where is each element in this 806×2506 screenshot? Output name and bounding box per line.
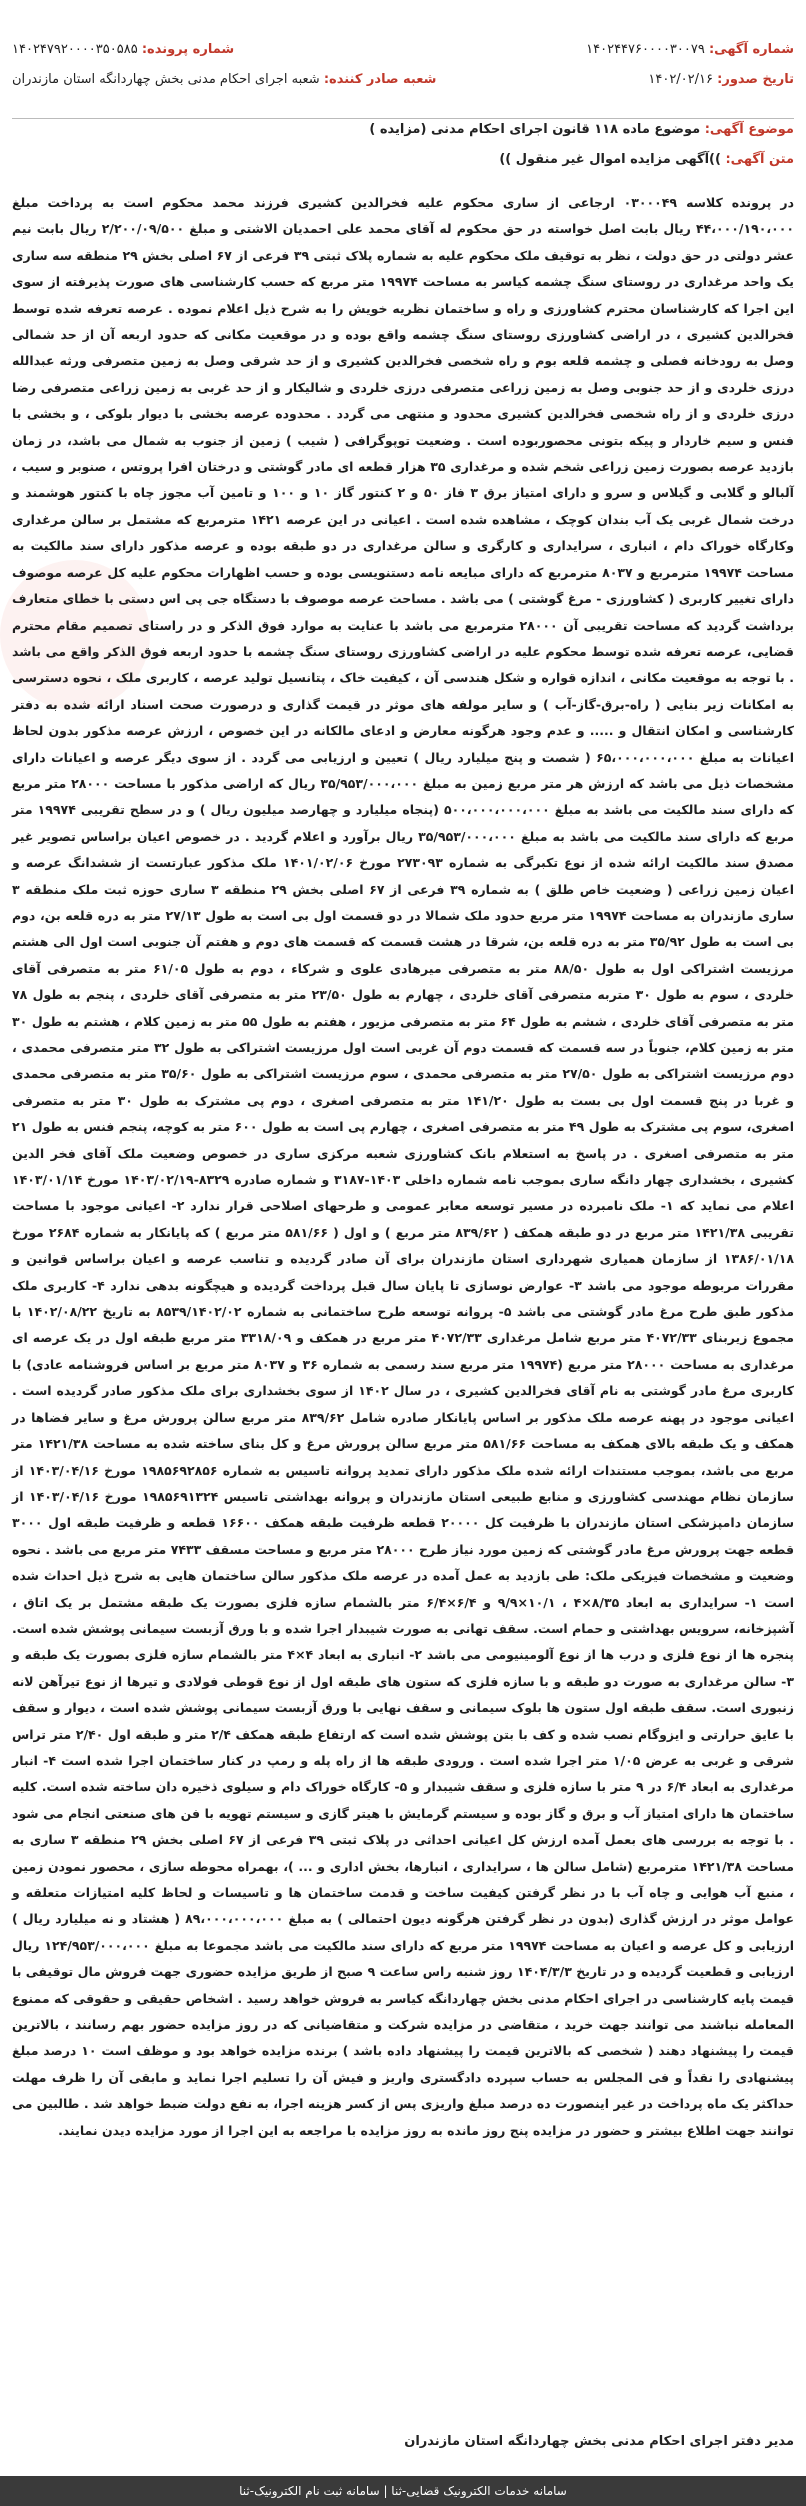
ad-number-row (586, 40, 794, 60)
case-number-label: شماره پرونده: (141, 42, 235, 57)
header-divider (12, 118, 794, 119)
issuer: شعبه اجرای احکام مدنی بخش چهاردانگه استان مازندران (12, 72, 320, 87)
case-number: ۱۴۰۲۴۷۹۲۰۰۰۰۳۵۰۵۸۵ (12, 42, 138, 57)
subject-label: موضوع آگهی: (704, 122, 794, 137)
issue-date-row (648, 70, 794, 90)
subject-value: موضوع ماده ۱۱۸ قانون اجرای احکام مدنی (مزایده ) (369, 122, 701, 137)
issue-date: ۱۴۰۲/۰۲/۱۶ (648, 72, 713, 87)
issue-date-label: تاریخ صدور: (717, 72, 794, 87)
ad-text-label: متن آگهی: (725, 152, 794, 167)
ad-body (12, 190, 794, 2144)
issuer-row (12, 70, 436, 90)
ad-body-paragraph: در پرونده کلاسه ۰۳۰۰۰۴۹ ارجاعی از ساری محکوم علیه فخرالدین کشیری فرزند محمد محکوم است به پرداخت مبلغ ۴۴،۰۰۰/۱۹۰،۰۰۰ ریال بابت اصل خواسته در حق محکوم له آقای محمد علی احمدیان الاشتی و مبلغ ۲/۲۰۰/۰۹/۵۰۰ ریال بابت نیم عشر دولتی در حق دولت ، نظر به توقیف ملک محکوم علیه به شماره پلاک ثبتی ۳۹ فرعی از ۶۷ اصلی بخش ۲۹ منطقه سه ساری یک واحد مرغداری در روستای سنگ چشمه کیاسر به مساحت ۱۹۹۷۴ متر مربع که حسب کارشناسی های صورت پذیرفته از سوی این اجرا که کارشناسان محترم کشاورزی و راه و ساختمان نظریه خویش را به شرح ذیل اعلام نموده . عرصه تعرفه شده توسط فخرالدین کشیری ، در اراضی کشاورزی روستای سنگ چشمه واقع بوده و در موقعیت مکانی که حدود اربعه آن از حد شمالی وصل به رودخانه فصلی و چشمه قلعه بوم و راه شخصی فخرالدین کشیری و از حد شرقی وصل به زمین متصرفی ورثه عبدالله درزی خلردی و از حد جنوبی وصل به زمین زراعی متصرفی درزی خلردی و شالیکار و از حد غربی به زمین زراعی متصرفی رضا درزی خلردی و از راه شخصی فخرالدین کشیری محدود و منتهی می گردد . محدوده عرصه بخشی با دیوار بلوکی ، و بخشی با فنس و سیم خاردار و پیکه بتونی محصوربوده است . وضعیت توپوگرافی ( شیب ) زمین از جنوب به شمال می باشد، در زمان بازدید عرصه بصورت زمین زراعی شخم شده و مرغداری ۳۵ هزار قطعه ای مادر گوشتی و درختان افرا پروتس ، صنوبر و سیب ، آلبالو و گلابی و گیلاس و سرو و دارای امتیاز برق ۳ فاز ۵۰ و ۲ کنتور گاز ۱۰ و ۱۰۰ و تامین آب مجوز چاه با کنتور هوشمند و درخت شمال غربی یک آب بندان کوچک ، مشاهده شده است . اعیانی در این عرصه ۱۴۲۱ مترمربع که مشتمل بر سالن مرغداری وکارگاه خوراک دام ، انباری ، سرایداری و کارگری و سالن مرغداری در دو طبقه بوده و عرصه مذکور دارای سند مالکیت به مساحت ۱۹۹۷۴ مترمربع و ۸۰۳۷ مترمربع که دارای مبایعه نامه دستنویسی بوده و حسب اظهارات محکوم علیه کل عرصه موصوف دارای تغییر کاربری ( کشاورزی - مرغ گوشتی ) می باشد . مساحت عرصه موصوف با دستگاه جی پی اس دستی با خطای متعارف برداشت گردید که مساحت تقریبی آن ۲۸۰۰۰ مترمربع می باشد با عنایت به موارد فوق الذکر و در راستای تصمیم مقام محترم قضایی، عرصه تعرفه شده توسط محکوم علیه در اراضی کشاورزی روستای سنگ چشمه با حدود اربعه فوق الذکر واقع می باشد . با توجه به موقعیت مکانی ، اندازه قواره و شکل هندسی آن ، کیفیت خاک ، پتانسیل تولید عرصه ، کاربری ملک ، نحوه دسترسی به امکانات زیر بنایی ( راه-برق-گاز-آب ) و سایر مولفه های موثر در قیمت گذاری و درصورت صحت اسناد ارائه شده به دفتر کارشناسی و امکان انتقال و ..... و عدم وجود هرگونه معارض و ادعای مالکانه در این خصوص ، ارزش عرصه مذکور بدون لحاظ اعیانات به مبلغ ۶۵،۰۰۰،۰۰۰،۰۰۰ ( شصت و پنج میلیارد ریال ) تعیین و ارزیابی می گردد . از سوی دیگر عرصه و اعیانات دارای مشخصات ذیل می باشد که ارزش هر متر مربع زمین به مبلغ ۳۵/۹۵۳/۰۰۰،۰۰۰ ریال که اراضی مذکور با مساحت ۲۸۰۰۰ متر مربع که دارای سند مالکیت می باشد به مبلغ ۵۰۰،۰۰۰،۰۰۰،۰۰۰ (پنجاه میلیارد و چهارصد میلیون ریال ) و در سطح تقریبی ۱۹۹۷۴ متر مربع که دارای سند مالکیت می باشد به مبلغ ۳۵/۹۵۳/۰۰۰،۰۰۰ ریال برآورد و اعلام گردید . در خصوص اعیان براساس تصویر غیر مصدق سند مالکیت ارائه شده از نوع تکبرگی به شماره ۲۷۳۰۹۳ مورخ ۱۴۰۱/۰۲/۰۶ ملک مذکور عبارتست از ششدانگ عرصه و اعیان زمین زراعی ( وضعیت خاص طلق ) به شماره ۳۹ فرعی از ۶۷ اصلی بخش ۲۹ منطقه ۳ ساری حوزه ثبت ملک منطقه ۳ ساری مازندران به مساحت ۱۹۹۷۴ متر مربع حدود ملک شمالا در دو قسمت اول بی است به طول ۲۷/۱۳ متر به دره قلعه بن، دوم بی است به طول ۳۵/۹۲ متر به دره قلعه بن، شرقا در هشت قسمت که قسمت های دوم و هفتم آن جنوبی است اول الی هشتم مرزیست اشتراکی اول به طول ۸۸/۵۰ متر به متصرفی میرهادی علوی و شرکاء ، دوم به طول ۶۱/۰۵ متر به متصرفی آقای خلردی ، سوم به طول ۳۰ متربه متصرفی آقای خلردی ، چهارم به طول ۲۳/۵۰ متر به متصرفی آقای خلردی ، پنجم به طول ۷۸ متر به متصرفی آقای خلردی ، ششم به طول ۶۴ متر به متصرفی مزیور ، هفتم به طول ۵۵ متر به زمین کلام ، هشتم به طول ۳۰ متر به زمین کلام، جنوباً در سه قسمت که قسمت دوم آن غربی است اول مرزیست اشتراکی به طول ۳۲ متر متصرفی محمدی ، دوم مرزیست اشتراکی به طول ۲۷/۵۰ متر به متصرفی محمدی ، سوم مرزیست اشتراکی به طول ۳۵/۶۰ متر به متصرفی محمدی و غربا در پنج قسمت اول بی بست به طول ۱۴۱/۲۰ متر به متصرفی اصغری ، دوم پی مشترک به طول ۳۰ متر به متصرفی اصغری، سوم پی مشترک به طول ۴۹ متر به متصرفی اصغری ، چهارم پی است به طول ۶۰۰ متر به کوچه، پنجم فنس به طول ۲۱ متر به متصرفی اصغری . در پاسخ به استعلام بانک کشاورزی شعبه مرکزی ساری در خصوص وضعیت ملک آقای فخر الدین کشیری ، بخشداری چهار دانگه ساری بموجب نامه شماره داخلی ۱۴۰۳-۳۱۸۷ و شماره صادره ۸۳۲۹-۱۴۰۳/۰۲/۱۹ مورخ ۱۴۰۳/۰۱/۱۴ اعلام می نماید که ۱- ملک نامبرده در مسیر توسعه معابر عمومی و طرحهای اصلاحی قرار ندارد ۲- اعیانی موجود با مساحت تقریبی ۱۴۲۱/۳۸ متر مربع در دو طبقه همکف ( ۸۳۹/۶۲ متر مربع ) و اول ( ۵۸۱/۶۶ متر مربع ) که پایانکار به شماره ۲۶۸۴ مورخ ۱۳۸۶/۰۱/۱۸ از سازمان همیاری شهرداری استان مازندران برای آن صادر گردیده و تناسب عرصه و اعیان براساس قوانین و مقررات مربوطه موجود می باشد ۳- عوارض نوسازی تا پایان سال قبل پرداخت گردیده و هیچگونه بدهی ندارد ۴- کاربری ملک مذکور طبق طرح مرغ مادر گوشتی می باشد ۵- پروانه توسعه طرح ساختمانی به شماره ۸۵۳۹/۱۴۰۲/۰۲ به تاریخ ۱۴۰۲/۰۸/۲۲ با مجموع زیربنای ۴۰۷۲/۳۳ متر مربع شامل مرغداری ۴۰۷۲/۳۳ متر مربع در همکف و ۳۳۱۸/۰۹ متر مربع طبقه اول در یک عرصه ای مرغداری به مساحت ۲۸۰۰۰ متر مربع (۱۹۹۷۴ متر مربع سند رسمی به شماره ۳۶ و ۸۰۳۷ متر مربع بر اساس فروشنامه عادی) با کاربری مرغ مادر گوشتی به نام آقای فخرالدین کشیری ، در سال ۱۴۰۲ از سوی بخشداری برای ملک مذکور صادر گردیده است . اعیانی موجود در پهنه عرصه ملک مذکور بر اساس پایانکار صادره شامل ۸۳۹/۶۲ متر مربع سالن پرورش مرغ و سایر فضاها در همکف و یک طبقه بالای همکف به مساحت ۵۸۱/۶۶ متر مربع سالن پرورش مرغ و کل بنای ساخته شده به مساحت ۱۴۲۱/۳۸ متر مربع می باشد، بموجب مستندات ارائه شده ملک مذکور دارای تمدید پروانه تاسیس به شماره ۱۹۸۵۶۹۲۸۵۶ مورخ ۱۴۰۳/۰۴/۱۶ از سازمان نظام مهندسی کشاورزی و منابع طبیعی استان مازندران و پروانه بهداشتی تاسیس ۱۹۸۵۶۹۱۳۲۴ مورخ ۱۴۰۳/۰۴/۱۶ از سازمان دامپزشکی استان مازندران با ظرفیت کل ۲۰۰۰۰ قطعه ظرفیت طبقه همکف ۱۶۶۰۰ قطعه و ظرفیت طبقه اول ۳۰۰۰ قطعه جهت پرورش مرغ مادر گوشتی که زمین مورد نیاز طرح ۲۸۰۰۰ متر مربع و مساحت مسقف ۷۴۳۳ متر مربع می باشد . نحوه وضعیت و مشخصات فیزیکی ملک: طی بازدید به عمل آمده در عرصه ملک مذکور سالن ساختمان هایی به شرح ذیل احداث شده است ۱- سرایداری به ابعاد ۸/۳۵×۴ ، ۱۰/۱×۹/۹ و ۶/۴×۶/۴ متر بالشمام سازه فلزی بصورت یک طبقه مشتمل بر یک اتاق ، آشپزخانه، سرویس بهداشتی و حمام است. سقف تهانی به صورت شیبدار اجرا شده و با ورق آزبست سیمانی پوشش شده است. پنجره ها از نوع فلزی و درب ها از نوع آلومینیومی می باشد ۲- انباری به ابعاد ۴×۴ متر بالشمام سازه فلزی بصورت یک طبقه و ۳- سالن مرغداری به صورت دو طبقه و با سازه فلزی که ستون های طبقه اول از نوع قوطی فولادی و تیرها از نوع تیرآهن لانه زنبوری است. سقف طبقه اول ستون ها بلوک سیمانی و سقف نهایی با ورق آزبست سیمانی پوشش شده است ، دیوار و سقف با عایق حرارتی و ایزوگام نصب شده و کف با بتن پوشش شده است که ارتفاع طبقه همکف ۲/۴ متر و طبقه اول ۲/۴۰ متر تراس شرقی و غربی به عرض ۱/۰۵ متر اجرا شده است . ورودی طبقه ها از راه پله و رمپ در کنار ساختمان اجرا شده است ۴- انبار مرغداری به ابعاد ۶/۴ در ۹ متر با سازه فلزی و سقف شیبدار و ۵- کارگاه خوراک دام و سیلوی ذخیره دان ساخته شده است. کلیه ساختمان ها دارای امتیاز آب و برق و گاز بوده و سیستم گرمایش با هیتر گازی و سیستم تهویه با فن های صنعتی انجام می شود . با توجه به بررسی های بعمل آمده ارزش کل اعیانی احداثی در پلاک ثبتی ۳۹ فرعی از ۶۷ اصلی بخش ۲۹ منطقه ۳ ساری به مساحت ۱۴۲۱/۳۸ مترمربع (شامل سالن ها ، سرایداری ، انبارها، بخش اداری و ... )، بهمراه محوطه سازی ، محصور نمودن زمین ، منبع آب هوایی و چاه آب با در نظر گرفتن کیفیت ساخت و قدمت ساختمان ها و تاسیسات و لحاظ کلیه امتیازات متعلقه و عوامل موثر در ارزش گذاری (بدون در نظر گرفتن هرگونه دیون احتمالی ) به مبلغ ۸۹،۰۰۰،۰۰۰،۰۰۰ ( هشتاد و نه میلیارد ریال ) ارزیابی و کل عرصه و اعیان به مساحت ۱۹۹۷۴ متر مربع که دارای سند مالکیت می باشد مجموعا به مبلغ ۱۲۴/۹۵۳/۰۰۰،۰۰۰ ریال ارزیابی و قطعیت گردیده و در تاریخ ۱۴۰۴/۳/۳ روز شنبه راس ساعت ۹ صبح از طریق مزایده حضوری جهت فروش مال توقیفی با قیمت پایه کارشناسی در اجرای احکام مدنی بخش چهاردانگه کیاسر به فروش خواهد رسید . اشخاص حقیقی و حقوقی که ممنوع المعامله نباشند می توانند جهت خرید ، متقاضی در مزایده شرکت و متقاضیانی که در روز مزایده حضور بهم رسانند ، بالاترین قیمت را پیشنهاد دهند ( شخصی که بالاترین قیمت را پیشنهاد داده باشد ) برنده مزایده خواهد بود و موظف است ۱۰ درصد مبلغ پیشنهادی را نقداً و فی المجلس به حساب سپرده دادگستری واریز و فیش آن را تسلیم اجرا نماید و مابقی آن را ظرف مهلت حداکثر یک ماه پرداخت در غیر اینصورت ده درصد مبلغ واریزی پس از کسر هزینه اجرا، به نفع دولت ضبط خواهد شد . طالبین می توانند جهت اطلاع بیشتر و حضور در مزایده پنج روز مانده به روز مزایده با مراجعه به این اجرا از مورد مزایده دیدن نمایند. (12, 195, 795, 2138)
footer-bar (0, 2476, 806, 2506)
ad-number-label: شماره آگهی: (708, 42, 794, 57)
signature: مدیر دفتر اجرای احکام مدنی بخش چهاردانگه استان مازندران (404, 2434, 794, 2449)
ad-header (12, 10, 794, 160)
ad-number: ۱۴۰۲۴۴۷۶۰۰۰۰۳۰۰۷۹ (586, 42, 705, 57)
ad-title: ))آگهی مزایده اموال غیر منقول )) (499, 152, 721, 167)
footer-bar-text: سامانه خدمات الکترونیک قضایی-ثنا | سامانه ثبت نام الکترونیک-ثنا (239, 2484, 567, 2498)
case-number-row (12, 40, 234, 60)
ad-text-title (12, 152, 794, 167)
ad-subject (12, 122, 794, 137)
issuer-label: شعبه صادر کننده: (323, 72, 437, 87)
